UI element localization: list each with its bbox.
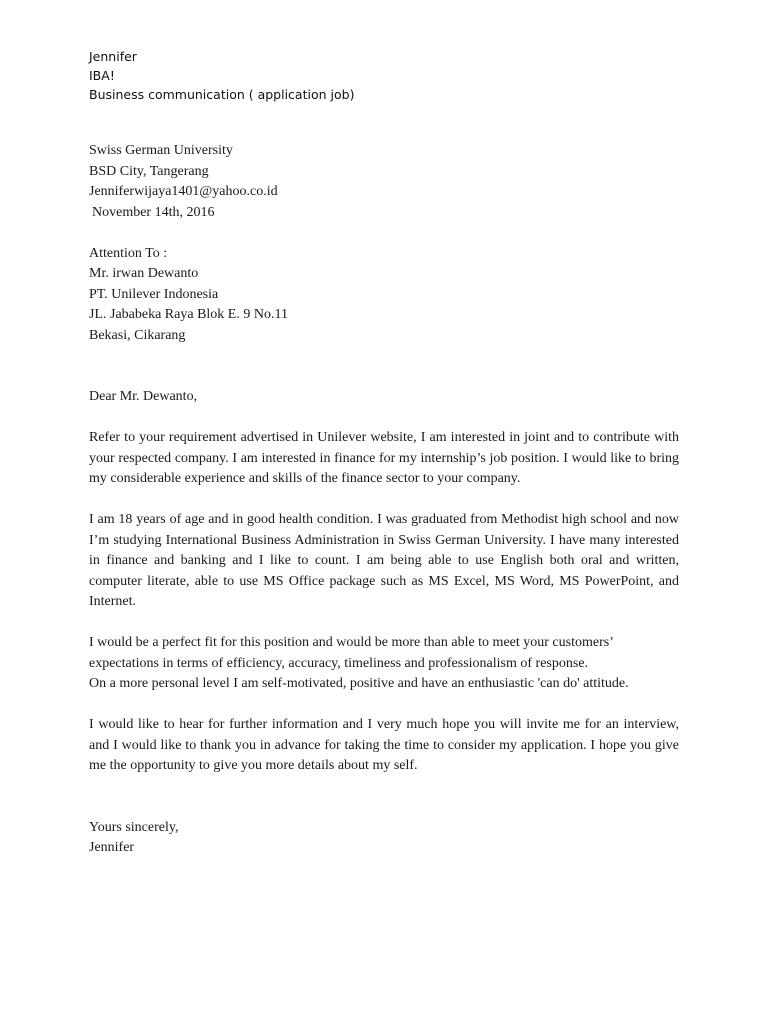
sender-block bbox=[89, 141, 679, 223]
body-paragraph: I would be a perfect fit for this position and would be more than able to meet your customers’ expectations in terms of efficiency, accuracy, timeliness and professionalism of response. bbox=[89, 635, 613, 671]
spacer bbox=[89, 777, 679, 798]
body-paragraph: I would like to hear for further information and I very much hope you will invite me for an interview, and I would like to thank you in advance for taking the time to consider my application. I hope you give me the opportunity to give you more details about my self. bbox=[89, 717, 679, 773]
body-paragraph: I am 18 years of age and in good health condition. I was graduated from Methodist high school and now I’m studying International Business Administration in Swiss German University. I have many interested in finance and banking and I like to count. I am being able to use English both oral and written, computer literate, able to use MS Office package such as MS Excel, MS Word, MS PowerPoint, and Internet. bbox=[89, 512, 679, 609]
recipient-street: JL. Jababeka Raya Blok E. 9 No.11 bbox=[89, 307, 288, 322]
spacer bbox=[89, 223, 679, 244]
spacer bbox=[89, 408, 679, 429]
document-header bbox=[89, 47, 354, 104]
class-name: IBA! bbox=[89, 68, 115, 83]
sender-university: Swiss German University bbox=[89, 143, 233, 158]
signature: Jennifer bbox=[89, 840, 135, 855]
sender-email: Jenniferwijaya1401@yahoo.co.id bbox=[89, 184, 278, 199]
closing: Yours sincerely, bbox=[89, 819, 179, 835]
spacer bbox=[89, 797, 679, 818]
recipient-block bbox=[89, 244, 679, 347]
spacer bbox=[89, 346, 679, 367]
body-paragraph: Refer to your requirement advertised in Unilever website, I am interested in joint and to contribute with your respected company. I am interested in finance for my internship’s job position. I would like to bring my considerable experience and skills of the finance sector to your company. bbox=[89, 430, 679, 486]
sender-city: BSD City, Tangerang bbox=[89, 163, 209, 179]
cover-letter bbox=[89, 141, 679, 859]
document-subject: Business communication ( application job) bbox=[89, 87, 355, 102]
recipient-city: Bekasi, Cikarang bbox=[89, 327, 186, 343]
author-name: Jennifer bbox=[89, 49, 137, 64]
body-paragraph: On a more personal level I am self-motivated, positive and have an enthusiastic 'can do' attitude. bbox=[89, 676, 629, 691]
spacer bbox=[89, 367, 679, 388]
recipient-company: PT. Unilever Indonesia bbox=[89, 286, 219, 302]
attention-label: Attention To : bbox=[89, 245, 168, 261]
salutation: Dear Mr. Dewanto, bbox=[89, 389, 198, 404]
letter-date: November 14th, 2016 bbox=[92, 204, 215, 220]
recipient-name: Mr. irwan Dewanto bbox=[89, 266, 199, 281]
